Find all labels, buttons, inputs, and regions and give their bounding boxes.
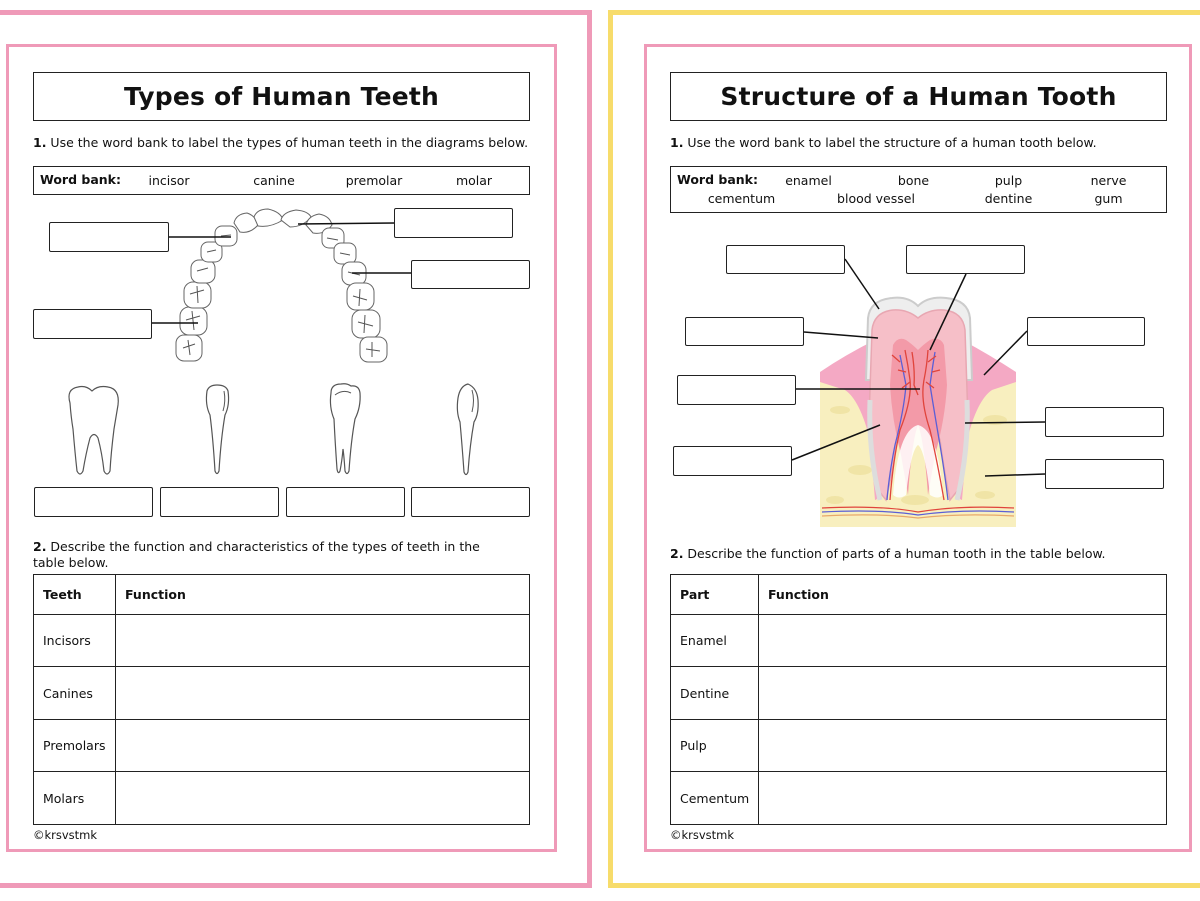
left-table-row-label: Incisors (34, 615, 116, 667)
structure-label-box-6[interactable] (1045, 407, 1164, 437)
right-table-answer-cell[interactable] (759, 615, 1167, 667)
right-page-title: Structure of a Human Tooth (670, 72, 1167, 121)
left-table-row-label: Molars (34, 772, 116, 825)
left-word-canine: canine (253, 173, 295, 188)
right-q1-number: 1. (670, 135, 684, 150)
right-word-bank-label: Word bank: (677, 172, 758, 187)
left-q2-text: Describe the function and characteristics of the types of teeth in the table below. (33, 539, 480, 570)
right-word-gum: gum (1094, 191, 1123, 206)
structure-label-box-5[interactable] (677, 375, 796, 405)
left-table-header-teeth: Teeth (34, 575, 116, 615)
left-table-header-function: Function (116, 575, 530, 615)
right-word-nerve: nerve (1090, 173, 1127, 188)
left-q1-text: Use the word bank to label the types of human teeth in the diagrams below. (46, 135, 529, 150)
right-q2-instruction (670, 546, 1170, 562)
right-table-row-label: Cementum (671, 772, 759, 825)
right-word-cementum: cementum (707, 191, 776, 206)
structure-label-box-1[interactable] (726, 245, 845, 274)
right-q2-text: Describe the function of parts of a human tooth in the table below. (683, 546, 1106, 561)
left-word-premolar: premolar (345, 173, 403, 188)
structure-label-box-4[interactable] (1027, 317, 1145, 346)
left-page-title: Types of Human Teeth (33, 72, 530, 121)
right-table-row-label: Enamel (671, 615, 759, 667)
right-copyright: ©krsvstmk (670, 828, 735, 842)
left-q2-number: 2. (33, 539, 47, 554)
structure-label-box-2[interactable] (906, 245, 1025, 274)
right-q2-number: 2. (670, 546, 684, 561)
structure-label-box-8[interactable] (1045, 459, 1164, 489)
right-word-dentine: dentine (984, 191, 1033, 206)
left-word-bank-label: Word bank: (40, 172, 121, 187)
right-table-row-label: Dentine (671, 667, 759, 720)
right-table-answer-cell[interactable] (759, 667, 1167, 720)
right-table-row-label: Pulp (671, 720, 759, 772)
right-table-header-function: Function (759, 575, 1167, 615)
right-table-header-part: Part (671, 575, 759, 615)
right-table-answer-cell[interactable] (759, 720, 1167, 772)
right-table-answer-cell[interactable] (759, 772, 1167, 825)
left-word-incisor: incisor (148, 173, 190, 188)
left-q1-number: 1. (33, 135, 47, 150)
right-word-bone: bone (897, 173, 930, 188)
right-word-pulp: pulp (994, 173, 1023, 188)
right-function-table (670, 574, 1167, 825)
left-table-row-label: Premolars (34, 720, 116, 772)
structure-label-box-3[interactable] (685, 317, 804, 346)
structure-label-box-7[interactable] (673, 446, 792, 476)
left-word-molar: molar (455, 173, 493, 188)
right-word-blood-vessel: blood vessel (837, 191, 915, 206)
right-q1-text: Use the word bank to label the structure of a human tooth below. (683, 135, 1097, 150)
left-copyright: ©krsvstmk (33, 828, 98, 842)
left-table-row-label: Canines (34, 667, 116, 720)
right-word-enamel: enamel (785, 173, 832, 188)
